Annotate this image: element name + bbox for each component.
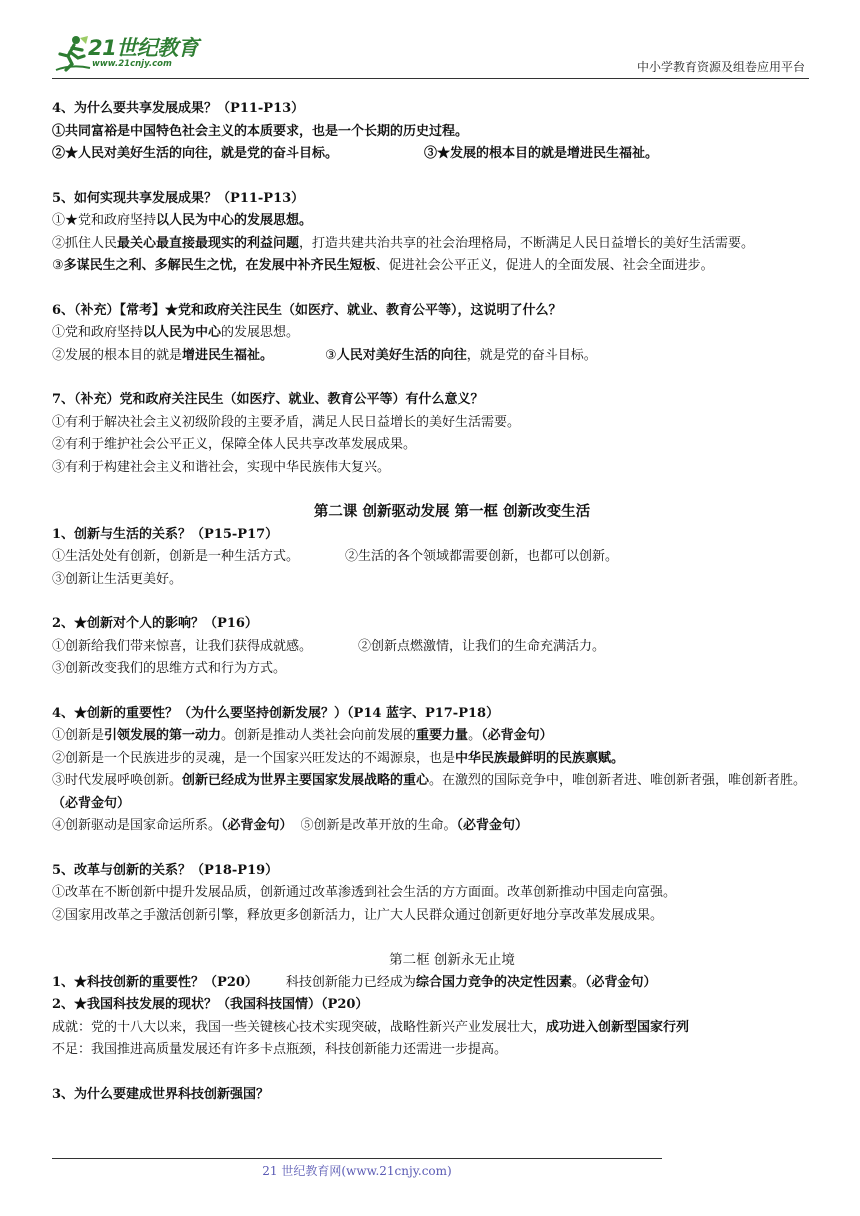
q5-title: 5、如何实现共享发展成果？（P11-P13） [52,190,305,206]
c4-title: 4、★创新的重要性？（为什么要坚持创新发展？）（P14 蓝字、P17-P18） [52,705,500,721]
d3-title: 3、为什么要建成世界科技创新强国？ [52,1086,270,1102]
q5-line-2: ②抓住人民最关心最直接最现实的利益问题，打造共建共治共享的社会治理格局，不断满足人民日益增长的美好生活需要。 [52,235,755,251]
c4-line-2: ②创新是一个民族进步的灵魂，是一个国家兴旺发达的不竭源泉，也是中华民族最鲜明的民族禀赋。 [52,750,625,766]
c5-title: 5、改革与创新的关系？（P18-P19） [52,862,279,878]
q6-title: 6、（补充）【常考】★党和政府关注民生（如医疗、就业、教育公平等），这说明了什么？ [52,302,562,318]
c2-line-2: ③创新改变我们的思维方式和行为方式。 [52,661,287,676]
c1-line-1: ①生活处处有创新，创新是一种生活方式。 ②生活的各个领域都需要创新，也都可以创新。 [52,549,619,564]
c2-line-1: ①创新给我们带来惊喜，让我们获得成就感。 ②创新点燃激情，让我们的生命充满活力。 [52,638,606,654]
q5-line-1: ①★党和政府坚持以人民为中心的发展思想。 [52,213,313,228]
site-logo[interactable] [52,30,227,76]
q7-line-1: ①有利于解决社会主义初级阶段的主要矛盾，满足人民日益增长的美好生活需要。 [52,414,521,430]
c1-line-2: ③创新让生活更美好。 [52,571,183,587]
page-header [52,30,809,79]
d2-title: 2、★我国科技发展的现状？（我国科技国情）（P20） [52,997,369,1012]
c4-line-1: ①创新是引领发展的第一动力。创新是推动人类社会向前发展的重要力量。（必背金句） [52,728,553,743]
footer-divider [52,1158,662,1159]
frame-2-title: 第二框 创新永无止境 [389,952,515,968]
document-body [52,98,812,1106]
q4-title: 4、为什么要共享发展成果？（P11-P13） [52,101,305,116]
c4-line-3: ③时代发展呼唤创新。创新已经成为世界主要国家发展战略的重心。在激烈的国际竞争中，唯创新者进、唯创新者强，唯创新者胜。（必背金句） [52,773,807,811]
q5-line-3: ③多谋民生之利、多解民生之忧，在发展中补齐民生短板、促进社会公平正义，促进人的全面发展、社会全面进步。 [52,258,714,273]
logo-title: 21世纪教育 [88,36,199,60]
lesson-2-title: 第二课 创新驱动发展 第一框 创新改变生活 [313,503,591,520]
c5-line-1: ①改革在不断创新中提升发展品质，创新通过改革渗透到社会生活的方方面面。改革创新推动中国走向富强。 [52,885,677,900]
q7-title: 7、（补充）党和政府关注民生（如医疗、就业、教育公平等）有什么意义？ [52,392,484,407]
q6-line-2: ②发展的根本目的就是增进民生福祉。 ③人民对美好生活的向往，就是党的奋斗目标。 [52,347,597,363]
c5-line-2: ②国家用改革之手激活创新引擎，释放更多创新活力，让广大人民群众通过创新更好地分享改革发展成果。 [52,907,664,923]
q7-line-3: ③有利于构建社会主义和谐社会，实现中华民族伟大复兴。 [52,459,391,475]
header-tagline: 中小学教育资源及组卷应用平台 [636,60,805,74]
q4-line-1: ①共同富裕是中国特色社会主义的本质要求，也是一个长期的历史过程。 [52,123,469,139]
d1-line: 1、★科技创新的重要性？（P20） 科技创新能力已经成为综合国力竞争的决定性因素。（必背金句） [52,974,657,990]
q7-line-2: ②有利于维护社会公平正义，保障全体人民共享改革发展成果。 [52,437,417,452]
c2-title: 2、★创新对个人的影响？（P16） [52,616,258,631]
page-footer[interactable]: 21 世纪教育网(www.21cnjy.com) [262,1164,452,1178]
runner-logo-icon [52,34,92,74]
logo-url: www.21cnjy.com [92,59,172,69]
d2-line-2: 不足：我国推进高质量发展还有许多卡点瓶颈，科技创新能力还需进一步提高。 [52,1042,508,1057]
d2-line-1: 成就：党的十八大以来，我国一些关键核心技术实现突破，战略性新兴产业发展壮大，成功进入创新型国家行列 [52,1019,690,1035]
c1-title: 1、创新与生活的关系？（P15-P17） [52,526,279,542]
c4-line-4: ④创新驱动是国家命运所系。（必背金句） ⑤创新是改革开放的生命。（必背金句） [52,818,529,833]
q6-line-1: ①党和政府坚持以人民为中心的发展思想。 [52,325,300,340]
q4-line-2: ②★人民对美好生活的向往，就是党的奋斗目标。 ③★发展的根本目的就是增进民生福祉。 [52,146,659,161]
